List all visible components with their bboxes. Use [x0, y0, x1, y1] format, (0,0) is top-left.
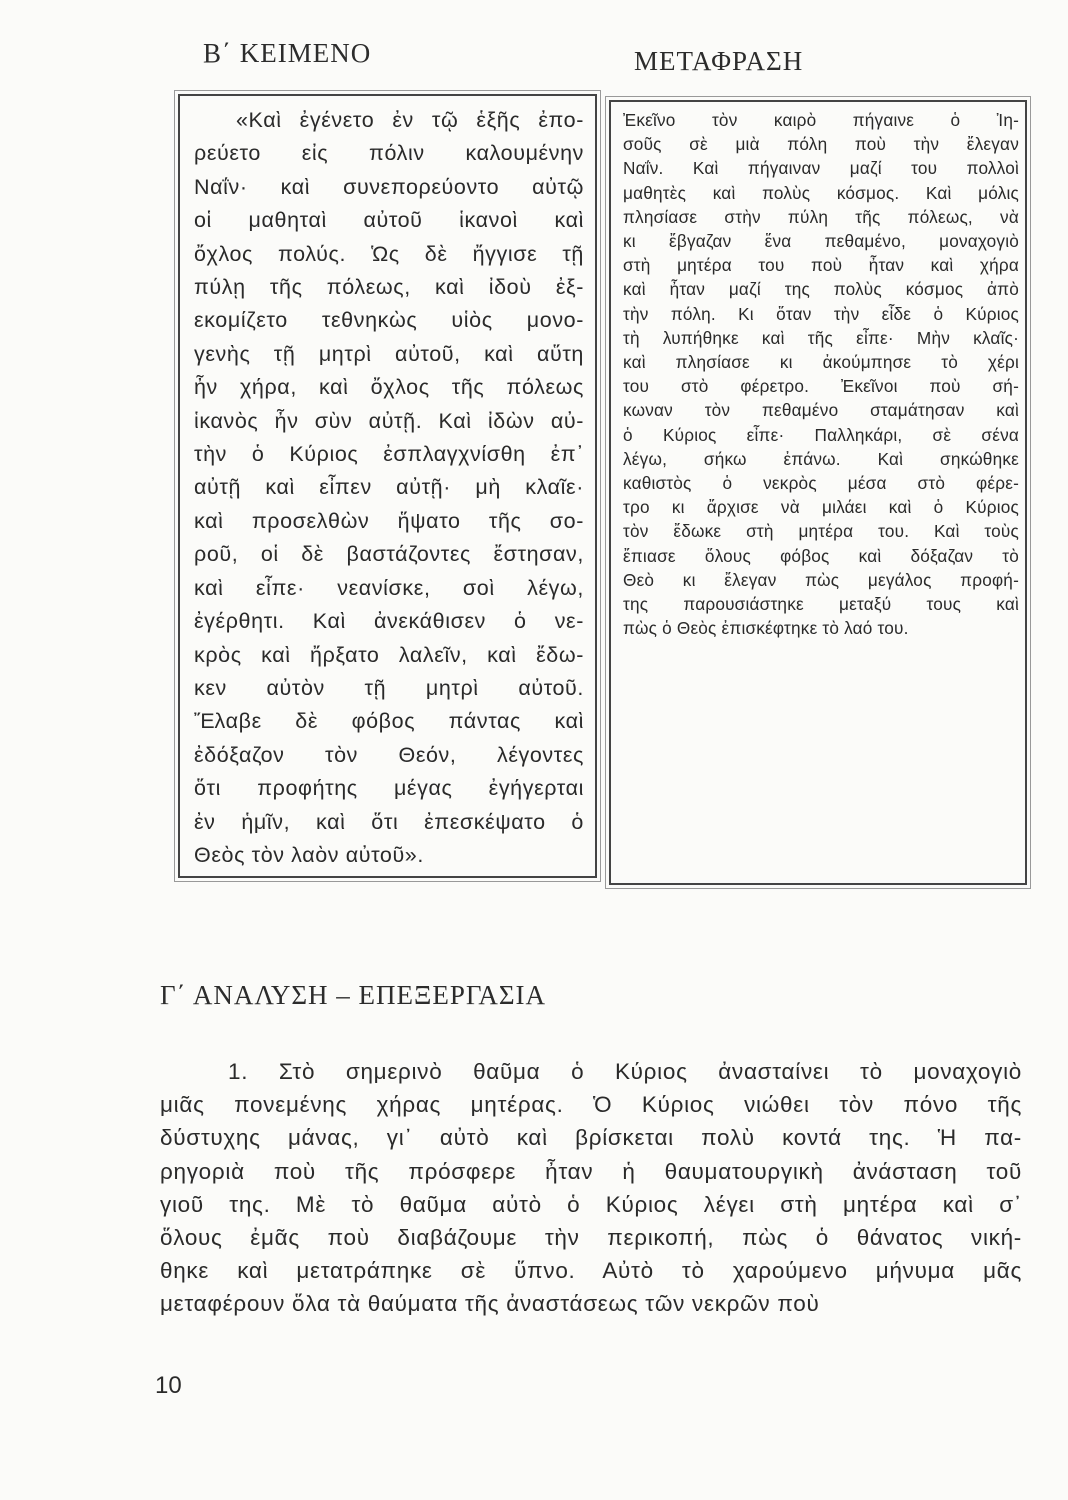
translation-text-line: σοῦς σὲ μιὰ πόλη ποὺ τὴν ἔλεγαν: [623, 134, 1019, 155]
original-text-line: Ναΐν· καὶ συνεπορεύοντο αὐτῷ: [194, 174, 584, 199]
translation-text-line: Ναΐν. Καὶ πήγαιναν μαζί του πολλοὶ: [623, 158, 1019, 179]
translation-text-box: [609, 100, 1027, 885]
section-heading-text: Β΄ ΚΕΙΜΕΝΟ: [203, 38, 372, 68]
original-text-line: ὅτι προφήτης μέγας ἐγήγερται: [194, 776, 584, 801]
original-text-box: [178, 94, 597, 878]
analysis-line: γιοῦ της. Μὲ τὸ θαῦμα αὐτὸ ὁ Κύριος λέγει στὴ μητέρα καὶ σ᾿: [160, 1191, 1022, 1217]
original-text-line: γενὴς τῇ μητρὶ αὐτοῦ, καὶ αὕτη: [194, 341, 584, 366]
analysis-line: μεταφέρουν ὅλα τὰ θαύματα τῆς ἀναστάσεως τῶν νεκρῶν ποὺ: [160, 1291, 820, 1317]
translation-text-line: της παρουσιάστηκε μεταξύ τους καὶ: [623, 594, 1019, 615]
translation-text-line: καθιστὸς ὁ νεκρὸς μέσα στὸ φέρε-: [623, 473, 1019, 494]
original-text-line: κρὸς καὶ ἤρξατο λαλεῖν, καὶ ἔδω-: [194, 642, 584, 667]
analysis-line: ὅλους ἐμᾶς ποὺ διαβάζουμε τὴν περικοπή, πὼς ὁ θάνατος νική-: [160, 1225, 1022, 1251]
original-text-line: ἐν ἡμῖν, καὶ ὅτι ἐπεσκέψατο ὁ: [194, 809, 584, 834]
translation-text-line: καὶ πλησίασε κι ἀκούμπησε τὸ χέρι: [623, 352, 1019, 373]
original-text-line: «Καὶ ἐγένετο ἐν τῷ ἑξῆς ἐπο-: [236, 108, 584, 132]
original-text-line: καὶ εἶπε· νεανίσκε, σοὶ λέγω,: [194, 575, 584, 600]
analysis-line: 1. Στὸ σημερινὸ θαῦμα ὁ Κύριος ἀνασταίνει τὸ μοναχογιὸ: [228, 1059, 1022, 1084]
translation-text-line: κωναν τὸν πεθαμένο σταμάτησαν καὶ: [623, 400, 1019, 421]
page-number: 10: [155, 1372, 182, 1399]
original-text-line: καὶ προσελθὼν ἥψατο τῆς σο-: [194, 508, 584, 533]
translation-text-line: κι ἔβγαζαν ἕνα πεθαμένο, μοναχογιὸ: [623, 231, 1019, 252]
original-text-line: αὐτῇ καὶ εἶπεν αὐτῇ· μὴ κλαῖε·: [194, 475, 584, 500]
analysis-paragraph: [160, 1055, 1022, 1321]
original-text-line: Θεὸς τὸν λαὸν αὐτοῦ».: [194, 842, 424, 867]
analysis-line: δύστυχης μάνας, γι᾿ αὐτὸ καὶ βρίσκεται πολὺ κοντά της. Ἡ πα-: [160, 1125, 1022, 1151]
original-text-line: οἱ μαθηταὶ αὐτοῦ ἱκανοὶ καὶ: [194, 208, 584, 233]
translation-text-line: τὴ λυπήθηκε καὶ τῆς εἶπε· Μὴν κλαῖς·: [623, 327, 1019, 348]
original-text-line: κεν αὐτὸν τῇ μητρὶ αὐτοῦ.: [194, 675, 584, 700]
section-heading-translation: ΜΕΤΑΦΡΑΣΗ: [634, 46, 804, 76]
analysis-line: μιᾶς πονεμένης χήρας μητέρας. Ὁ Κύριος νιώθει τὸν πόνο τῆς: [160, 1092, 1022, 1118]
translation-text-line: λέγω, σήκω ἐπάνω. Καὶ σηκώθηκε: [623, 448, 1019, 469]
analysis-line: ρηγοριὰ ποὺ τῆς πρόσφερε ἦταν ἡ θαυματουργικὴ ἀνάσταση τοῦ: [160, 1158, 1022, 1184]
translation-text-line: Ἐκεῖνο τὸν καιρὸ πήγαινε ὁ Ἰη-: [623, 110, 1019, 130]
translation-text-line: Θεὸ κι ἔλεγαν πὼς μεγάλος προφή-: [623, 569, 1019, 590]
translation-text-line: ὁ Κύριος εἶπε· Παλληκάρι, σὲ σένα: [623, 424, 1019, 445]
original-text-line: εκομίζετο τεθνηκὼς υἱὸς μονο-: [194, 308, 584, 333]
original-text-line: ἦν χήρα, καὶ ὄχλος τῆς πόλεως: [194, 375, 584, 400]
original-text-line: Ἔλαβε δὲ φόβος πάντας καὶ: [194, 709, 584, 734]
translation-text-line: τὸν ἔδωκε στὴ μητέρα του. Καὶ τοὺς: [623, 521, 1019, 542]
original-text-line: ἐγέρθητι. Καὶ ἀνεκάθισεν ὁ νε-: [194, 609, 584, 634]
section-heading-analysis: Γ΄ ΑΝΑΛΥΣΗ – ΕΠΕΞΕΡΓΑΣΙΑ: [160, 980, 547, 1010]
translation-text-line: μαθητὲς καὶ πολὺς κόσμος. Καὶ μόλις: [623, 182, 1019, 203]
original-text-line: ρεύετο εἰς πόλιν καλουμένην: [194, 141, 584, 166]
translation-text-line: καὶ ἦταν μαζί της πολὺς κόσμος ἀπὸ: [623, 279, 1019, 300]
translation-text-line: του στὸ φέρετρο. Ἐκεῖνοι ποὺ σή-: [623, 376, 1019, 397]
translation-text-line: ἔπιασε ὅλους φόβος καὶ δόξαζαν τὸ: [623, 545, 1019, 566]
translation-text-line: πλησίασε στὴν πύλη τῆς πόλεως, νὰ: [623, 206, 1019, 227]
original-text-line: ἱκανὸς ἦν σὺν αὐτῇ. Καὶ ἰδὼν αὐ-: [194, 408, 584, 433]
original-text-lines: [194, 104, 584, 872]
original-text-line: τὴν ὁ Κύριος ἐσπλαγχνίσθη ἐπ᾿: [194, 442, 584, 467]
original-text-line: ὄχλος πολύς. Ὡς δὲ ἤγγισε τῇ: [194, 241, 584, 266]
original-text-line: ροῦ, οἱ δὲ βαστάζοντες ἔστησαν,: [194, 542, 584, 567]
analysis-line: θηκε καὶ μετατράπηκε σὲ ὕπνο. Αὐτὸ τὸ χαρούμενο μήνυμα μᾶς: [160, 1258, 1022, 1284]
translation-text-line: στὴ μητέρα του ποὺ ἦταν καὶ χήρα: [623, 255, 1019, 276]
translation-text-lines: [623, 108, 1019, 640]
original-text-line: ἐδόξαζον τὸν Θεόν, λέγοντες: [194, 742, 584, 767]
translation-text-line: πὼς ὁ Θεὸς ἐπισκέφτηκε τὸ λαό του.: [623, 618, 909, 639]
translation-text-line: τὴν πόλη. Κι ὅταν τὴν εἶδε ὁ Κύριος: [623, 303, 1019, 324]
translation-text-line: τρο κι ἄρχισε νὰ μιλάει καὶ ὁ Κύριος: [623, 497, 1019, 518]
original-text-line: πύλῃ τῆς πόλεως, καὶ ἰδοὺ ἐξ-: [194, 275, 584, 300]
